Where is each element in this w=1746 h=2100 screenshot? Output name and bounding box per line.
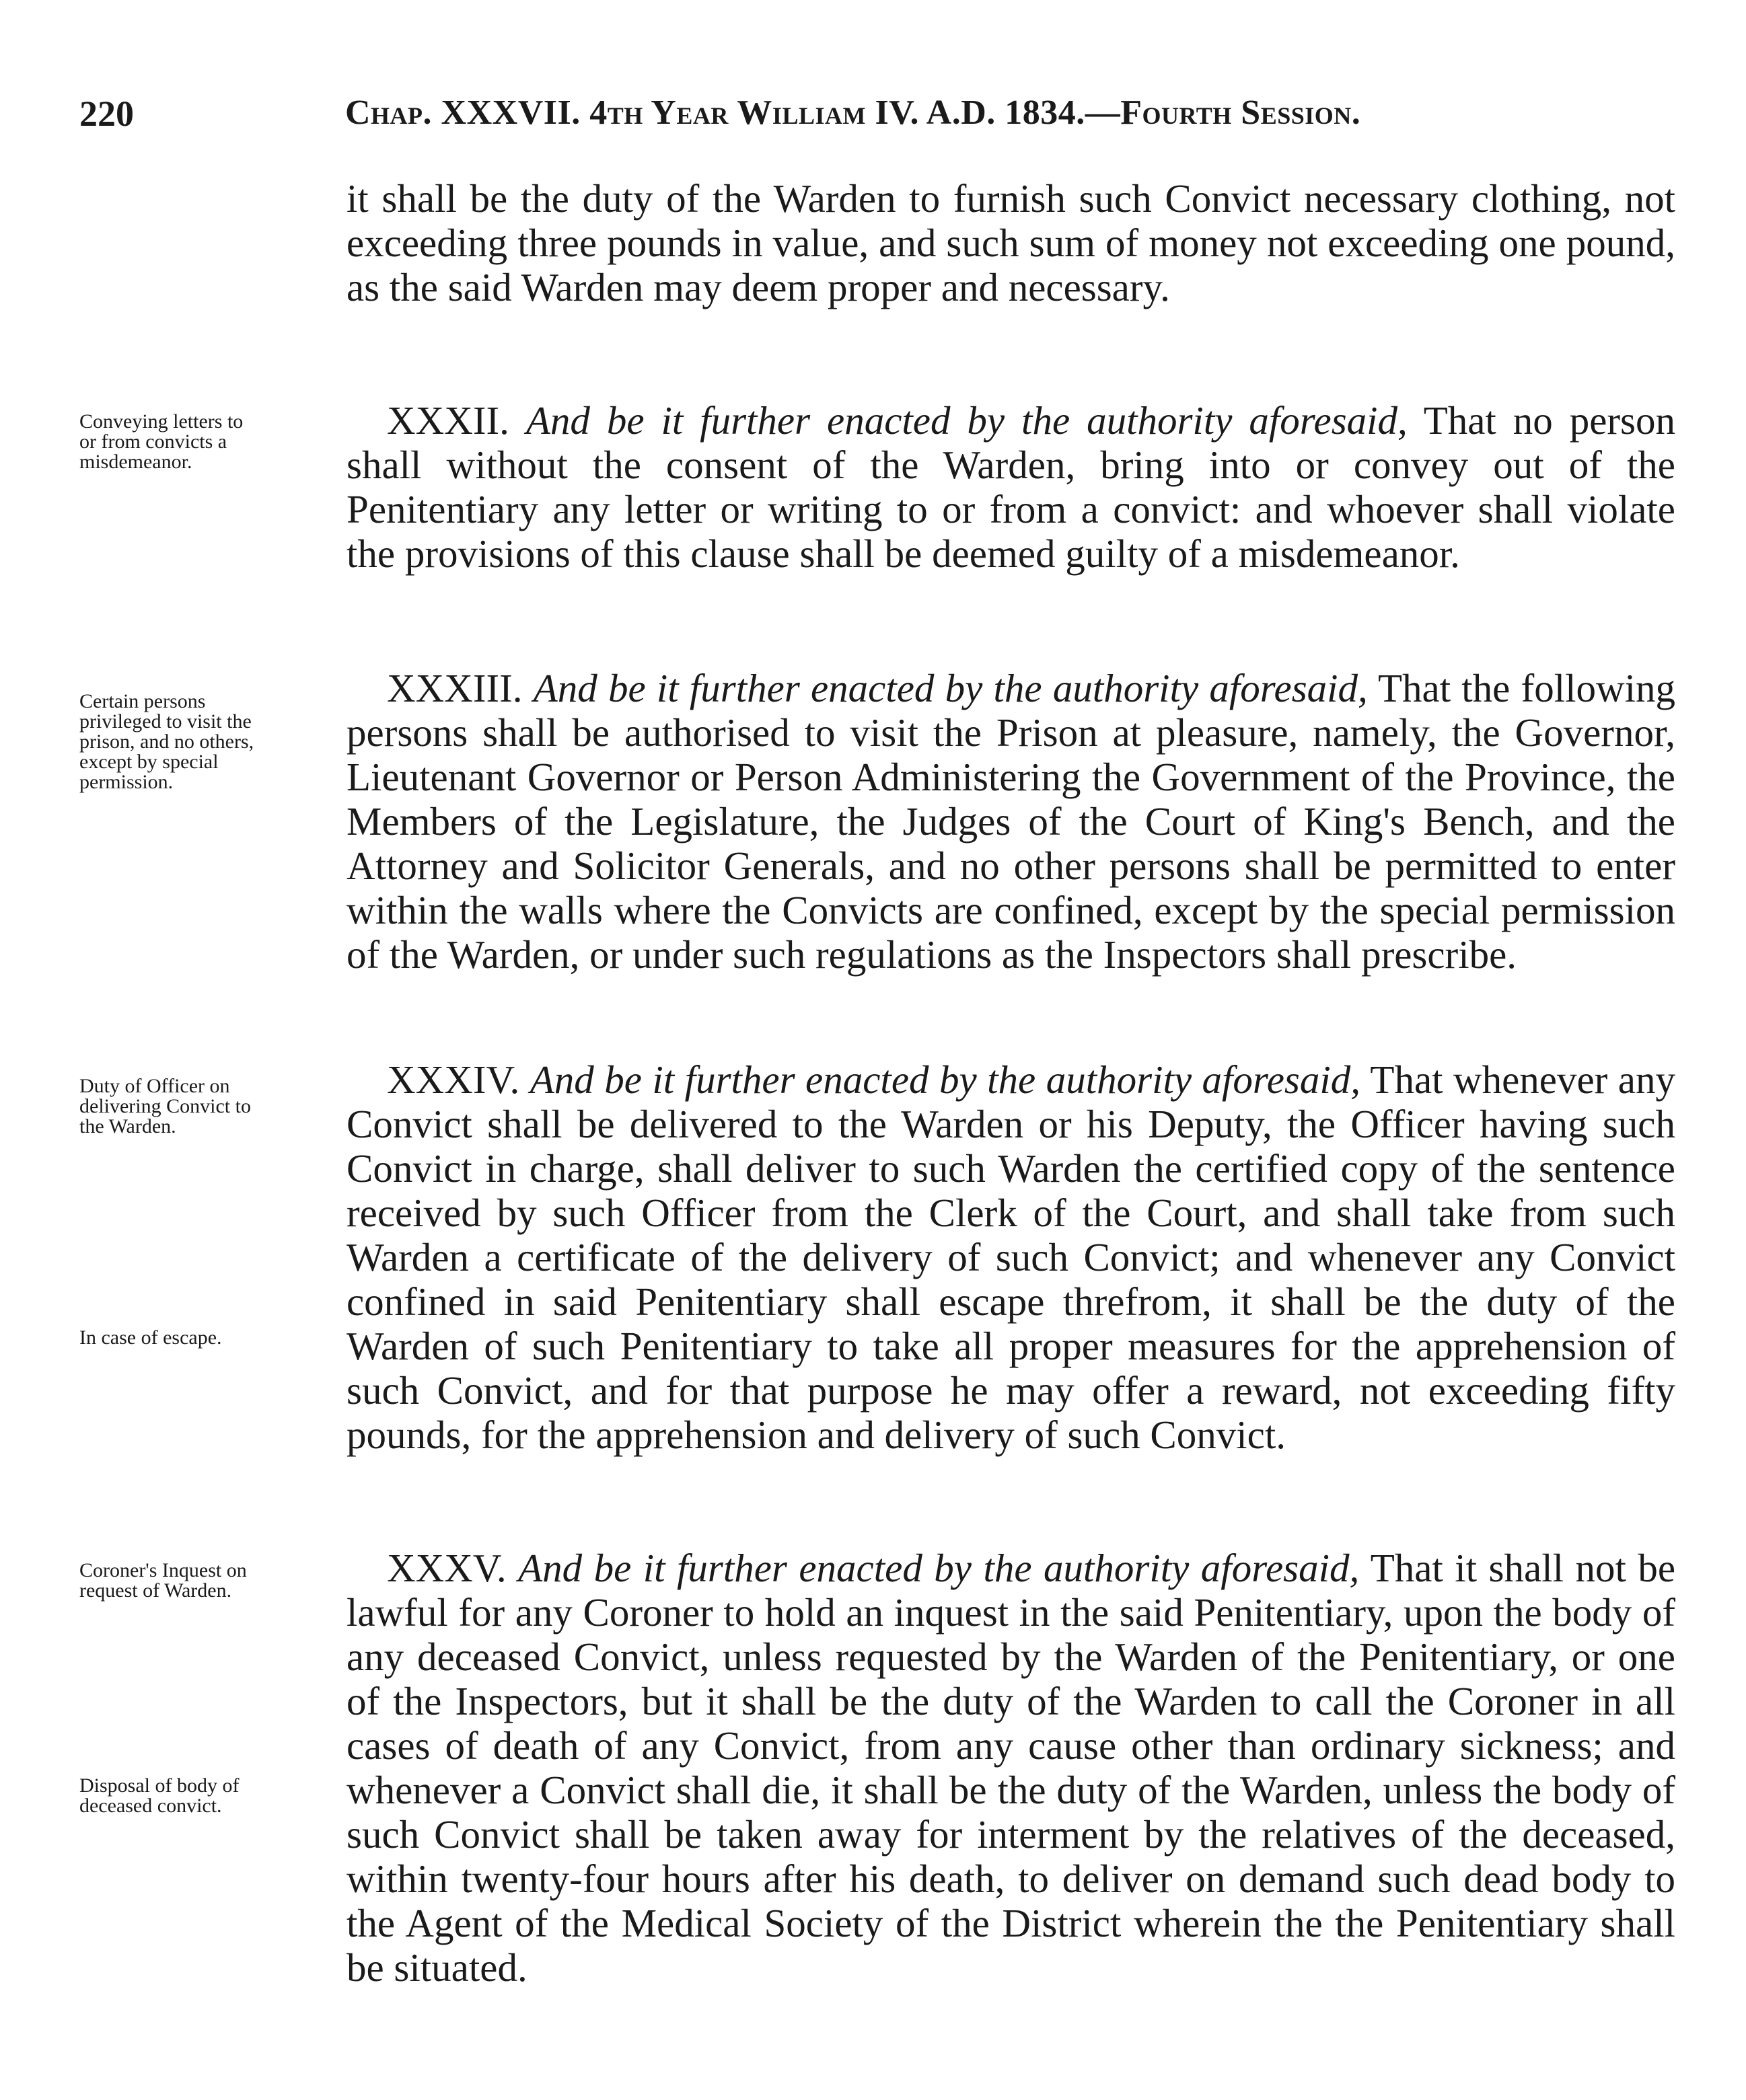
margin-note-coroners-inquest xyxy=(79,1561,335,1601)
section-xxxii xyxy=(347,398,1675,576)
section-xxxv xyxy=(347,1546,1675,1990)
enacting-clause: And be it further enacted by the authority aforesaid, xyxy=(525,398,1408,443)
page-number: 220 xyxy=(79,93,134,134)
section-text: That the following persons shall be authorised to visit the Prison at pleasure, namely, the Governor, Lieutenant Governor or Person Administering the Government of the Province, the Members of the Legislature, the Judges of the Court of King's Bench, and the Attorney and Solicitor Generals, and no other persons shall be permitted to enter within the walls where the Convicts are confined, except by the special permission of the Warden, or under such regulations as the Inspectors shall prescribe. xyxy=(347,666,1676,977)
continuation-paragraph: it shall be the duty of the Warden to furnish such Convict necessary clothing, not exceeding three pounds in value, and such sum of money not exceeding one pound, as the said Warden may deem proper and necessary. xyxy=(347,176,1675,309)
margin-note-line: except by special xyxy=(79,751,219,773)
margin-note-duty-of-officer xyxy=(79,1076,335,1137)
margin-note-line: In case of escape. xyxy=(79,1326,222,1349)
margin-note-line: Duty of Officer on xyxy=(79,1075,230,1097)
section-text: That it shall not be lawful for any Coroner to hold an inquest in the said Penitentiary, upon the body of any deceased Convict, unless requested by the Warden of the Penitentiary, or one of the Inspectors, but it shall be the duty of the Warden to call the Coroner in all cases of death of any Convict, from any cause other than ordinary sickness; and whenever a Convict shall die, it shall be the duty of the Warden, unless the body of such Convict shall be taken away for interment by the relatives of the deceased, within twenty-four hours after his death, to deliver on demand such dead body to the Agent of the Medical Society of the District wherein the the Penitentiary shall be situated. xyxy=(347,1546,1676,1990)
margin-note-conveying-letters xyxy=(79,412,335,472)
margin-note-privileged-persons xyxy=(79,691,335,792)
margin-note-line: Disposal of body of xyxy=(79,1774,240,1797)
margin-note-escape xyxy=(79,1328,335,1348)
section-number: XXXIV. xyxy=(387,1057,520,1102)
margin-note-line: privileged to visit the xyxy=(79,710,252,733)
margin-note-disposal-of-body xyxy=(79,1776,335,1816)
margin-note-line: request of Warden. xyxy=(79,1579,232,1602)
section-xxxiv xyxy=(347,1057,1675,1457)
margin-note-line: deceased convict. xyxy=(79,1795,222,1817)
section-number: XXXIII. xyxy=(387,666,523,710)
margin-note-line: Conveying letters to xyxy=(79,410,244,433)
margin-note-line: misdemeanor. xyxy=(79,451,192,473)
section-xxxiii xyxy=(347,666,1675,977)
margin-note-line: the Warden. xyxy=(79,1115,176,1137)
margin-note-line: or from convicts a xyxy=(79,430,227,453)
margin-note-line: delivering Convict to xyxy=(79,1095,251,1117)
enacting-clause: And be it further enacted by the authority aforesaid, xyxy=(530,1057,1360,1102)
running-title: Chap. XXXVII. 4th Year William IV. A.D. 1834.—Fourth Session. xyxy=(345,93,1361,132)
enacting-clause: And be it further enacted by the authority aforesaid, xyxy=(518,1546,1360,1590)
page-header xyxy=(79,93,1694,147)
margin-note-line: Certain persons xyxy=(79,690,206,712)
enacting-clause: And be it further enacted by the authority aforesaid, xyxy=(533,666,1368,710)
section-text: That no person shall without the consent of the Warden, bring into or convey out of the Penitentiary any letter or writing to or from a convict: and whoever shall violate the provisions of this clause shall be deemed guilty of a misdemeanor. xyxy=(347,398,1676,576)
section-text: That whenever any Convict shall be delivered to the Warden or his Deputy, the Officer having such Convict in charge, shall deliver to such Warden the certified copy of the sentence received by such Officer from the Clerk of the Court, and shall take from such Warden a certificate of the delivery of such Convict; and whenever any Convict confined in said Penitentiary shall escape threfrom, it shall be the duty of the Warden of such Penitentiary to take all proper measures for the apprehension of such Convict, and for that purpose he may offer a reward, not exceeding fifty pounds, for the apprehension and delivery of such Convict. xyxy=(347,1057,1675,1457)
margin-note-line: prison, and no others, xyxy=(79,730,254,753)
section-number: XXXII. xyxy=(387,398,509,443)
margin-note-line: Coroner's Inquest on xyxy=(79,1559,247,1581)
section-number: XXXV. xyxy=(387,1546,507,1590)
margin-note-line: permission. xyxy=(79,771,174,793)
